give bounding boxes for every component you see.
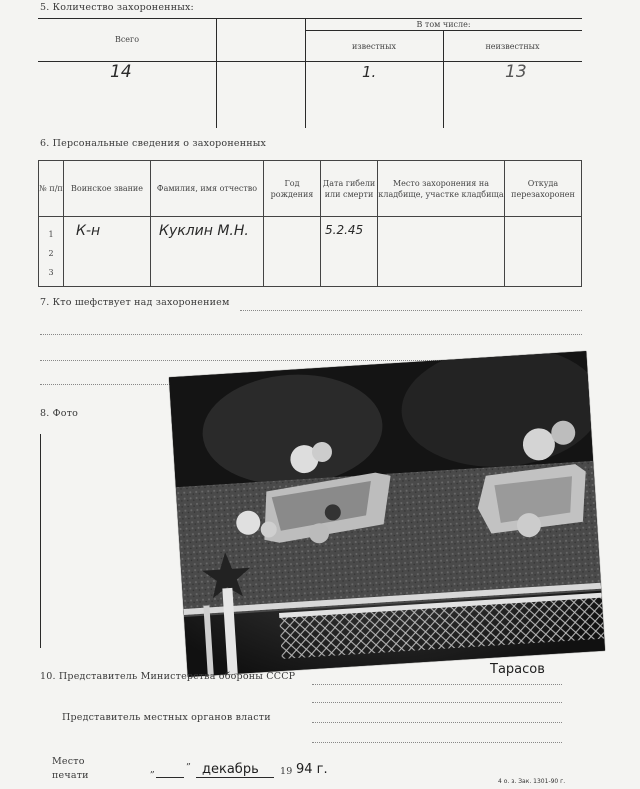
date-month: декабрь [202,762,259,777]
s5-unknown-value: 13 [505,62,527,82]
s5-col-known: известных [351,42,397,51]
s10-fill-line-3 [312,722,562,723]
th-birth: Год рождения [264,161,321,217]
section5-title: 5. Количество захороненных: [40,2,194,13]
mo-representative-signature: Тарасов [490,662,545,677]
table-row [39,217,582,287]
local-authority-label: Представитель местных органов власти [62,712,271,723]
date-day-line [156,777,184,778]
section6-title: 6. Персональные сведения о захороненных [40,138,267,149]
row1-death: 5.2.45 [325,223,364,237]
section10-title: 10. Представитель Министерства обороны СССР [40,671,296,682]
row-num-2: 2 [48,249,54,258]
date-year-prefix: 19 [280,766,293,777]
th-from: Откуда перезахоронен [505,161,582,217]
stamp-place-label: Место [52,756,85,767]
s7-fill-line-2 [40,334,582,335]
print-code: 4 о. з. Зак. 1301-90 г. [498,778,566,785]
row1-rank: К-н [76,223,101,239]
s5-total-value: 14 [110,62,132,82]
s5-vline-1 [216,18,217,128]
th-rank: Воинское звание [64,161,151,217]
s5-col-total: Всего [114,35,140,44]
date-month-line [196,777,274,778]
s5-known-value: 1. [362,63,377,81]
s5-col-unknown: неизвестных [485,42,540,51]
s10-fill-line-1 [312,684,562,685]
th-place: Место захоронения на кладбище, участке кладбища [378,161,505,217]
date-quote-open: „ [150,764,156,775]
memorial-photo [169,351,605,677]
section7-title: 7. Кто шефствует над захоронением [40,297,230,308]
row-num-1: 1 [48,230,54,239]
row1-name: Куклин М.Н. [159,223,249,239]
date-year-suffix: 94 г. [296,762,328,777]
th-num: № п/п [39,161,64,217]
th-name: Фамилия, имя отчество [151,161,264,217]
date-quote-close: ” [186,762,192,773]
th-death: Дата гибели или смерти [321,161,378,217]
s7-fill-line-1 [240,310,582,311]
row-num-3: 3 [48,268,54,277]
s5-vline-2 [305,18,306,128]
stamp-label: печати [52,770,89,781]
s5-col-including: В том числе: [416,20,471,29]
photo-frame-left [40,434,41,648]
memorial-photo-image [169,351,605,677]
s10-fill-line-4 [312,742,562,743]
section8-title: 8. Фото [40,408,79,419]
s10-fill-line-2 [312,702,562,703]
personal-data-table [38,160,582,287]
